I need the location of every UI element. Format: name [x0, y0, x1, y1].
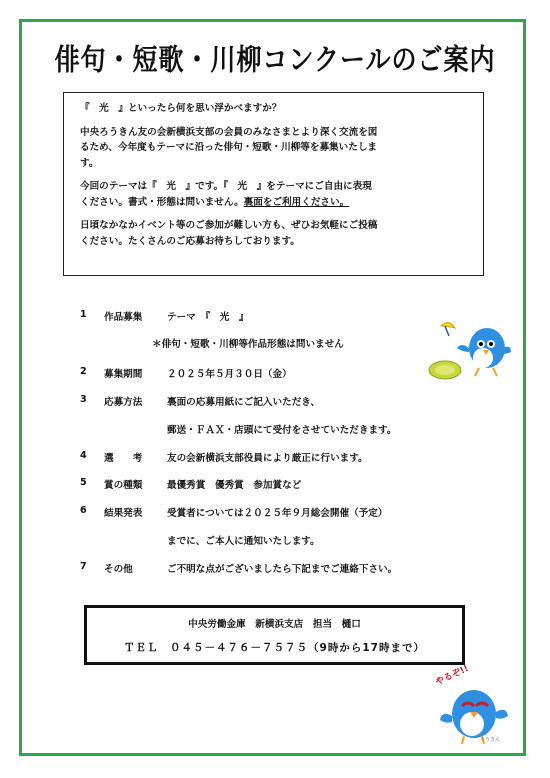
reverse-side-note: 裏面をご利用ください。 [243, 196, 350, 208]
mascot-credit: ろうきん [480, 737, 501, 743]
mascot-speech-text: やるぞ!! [434, 663, 471, 688]
mascot-bird-lemon-icon [427, 318, 513, 388]
contact-box [84, 605, 465, 665]
contact-phone: ＴＥＬ ０４５－４７６－７５７５（9時から17時まで） [124, 642, 425, 654]
intro-paragraph-theme: 今回のテーマは『 光 』です。『 光 』をテーマにご自由に表現 ください。書式・形態は問いません。裏面をご利用ください。 [80, 181, 372, 208]
intro-paragraph-purpose: 中央ろうきん友の会新横浜支部の会員のみなさまとより深く交流を図 るため、今年度もテーマに沿った俳句・短歌・川柳等を募集いたしま す。 [80, 126, 378, 169]
mascot-bird-cheer [432, 663, 512, 746]
intro-paragraph-invite: 日頃なかなかイベント等のご参加が難しい方も、ぜひお気軽にご投稿 ください。たくさんのご応募お待ちしております。 [80, 220, 378, 247]
contact-name: 中央労働金庫 新横浜支店 担当 樋口 [188, 619, 361, 630]
page-title: 俳句・短歌・川柳コンクールのご案内 [54, 43, 496, 77]
intro-box [63, 92, 484, 276]
intro-question: 『 光 』といったら何を思い浮かべますか？ [80, 103, 282, 114]
